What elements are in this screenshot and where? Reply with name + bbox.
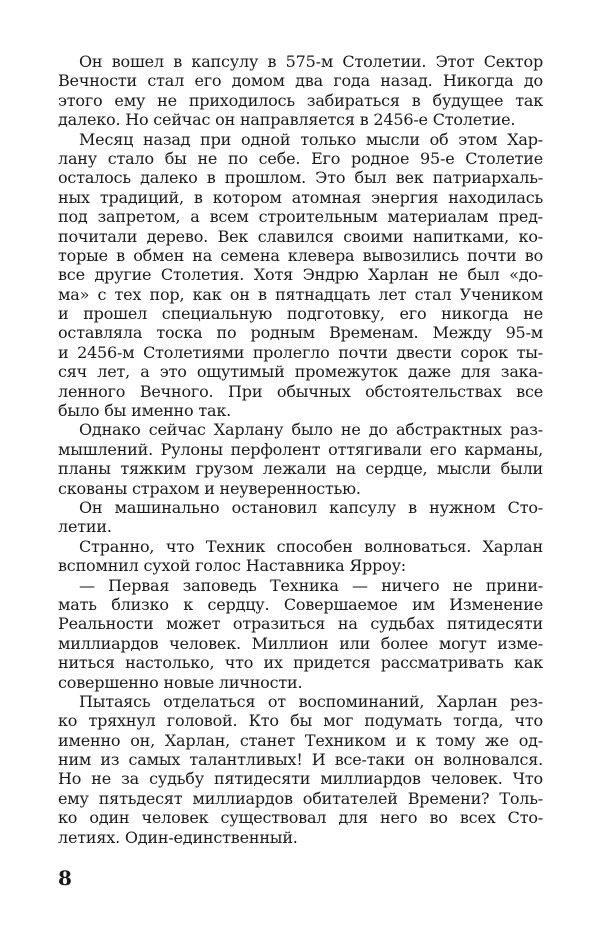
text-line: и прошел специальную подготовку, его никогда не [58, 304, 543, 324]
text-line: почитали дерево. Век славился своими напитками, ко- [58, 226, 543, 246]
paragraph [58, 498, 543, 537]
text-line: Пытаясь отделаться от воспоминаний, Харлан рез- [79, 691, 543, 711]
text-line: вспомнил сухой голос Наставника Ярроу: [58, 556, 406, 576]
text-line: осталось далеко в прошлом. Это был век патриархаль- [58, 168, 543, 188]
text-line: ко один человек существовал для него во всех Сто- [58, 808, 543, 828]
text-line: мать близко к сердцу. Совершаемое им Изменение [58, 594, 543, 614]
text-line: именно он, Харлан, станет Техником и к тому же од- [58, 730, 543, 750]
text-line: планы тяжким грузом лежали на сердце, мысли были [58, 459, 543, 479]
text-line: ко тряхнул головой. Кто бы мог подумать тогда, что [58, 711, 543, 731]
text-line: оставляла тоска по родным Временам. Между 95-м [58, 323, 543, 343]
text-line: все другие Столетия. Хотя Эндрю Харлан не был «до- [58, 265, 543, 285]
text-line: лану стало бы не по себе. Его родное 95-е Столетие [58, 148, 543, 168]
paragraph [58, 537, 543, 576]
paragraph [58, 692, 543, 847]
page-number: 8 [58, 866, 72, 890]
text-line: далеко. Но сейчас он направляется в 2456-е Столетие. [58, 110, 516, 130]
paragraph [58, 52, 543, 130]
text-line: Однако сейчас Харлану было не до абстрактных раз- [79, 420, 543, 440]
text-line: этого ему не приходилось забираться в будущее так [58, 90, 543, 110]
text-line: скованы страхом и неуверенностью. [58, 478, 361, 498]
text-line: сяч лет, а это ощутимый промежуток даже для зака- [58, 362, 543, 382]
text-line: ных традиций, в котором атомная энергия находилась [58, 187, 543, 207]
text-line: ленного Вечного. При обычных обстоятельствах все [58, 381, 543, 401]
text-line: под запретом, а всем строительным материалам пред- [58, 207, 543, 227]
text-line: ниться настолько, что их придется рассматривать как [58, 653, 543, 673]
text-line: мышлений. Рулоны перфолент оттягивали его карманы, [58, 439, 543, 459]
text-line: было бы именно так. [58, 401, 232, 421]
text-line: Но не за судьбу пятидесяти миллиардов человек. Что [58, 769, 543, 789]
text-line: ним из самых талантливых! И все-таки он волновался. [58, 750, 543, 770]
text-line: — Первая заповедь Техника — ничего не прини- [79, 575, 543, 595]
text-line: летии. [58, 517, 112, 537]
paragraph [58, 130, 543, 421]
text-line: Месяц назад при одной только мысли об этом Хар- [79, 129, 543, 149]
text-line: летиях. Один-единственный. [58, 827, 298, 847]
text-line: и 2456-м Столетиями пролегло почти двести сорок ты- [58, 342, 543, 362]
text-line: совершенно новые личности. [58, 672, 303, 692]
text-line: Он вошел в капсулу в 575-м Столетии. Этот Сектор [79, 52, 543, 71]
text-line: Странно, что Техник способен волноваться. Харлан [79, 536, 543, 556]
text-line: ма» с тех пор, как он в пятнадцать лет стал Учеником [58, 284, 543, 304]
paragraph [58, 420, 543, 498]
text-line: миллиардов человек. Миллион или более могут изме- [58, 633, 543, 653]
text-line: ему пятьдесят миллиардов обитателей Времени? Толь- [58, 788, 543, 808]
text-line: торые в обмен на семена клевера вывозились почти во [58, 245, 543, 265]
book-page-text [58, 52, 543, 847]
text-line: Вечности стал его домом два года назад. Никогда до [58, 71, 543, 91]
text-line: Он машинально остановил капсулу в нужном Сто- [79, 497, 543, 517]
paragraph [58, 576, 543, 692]
text-line: Реальности может отразиться на судьбах пятидесяти [58, 614, 543, 634]
